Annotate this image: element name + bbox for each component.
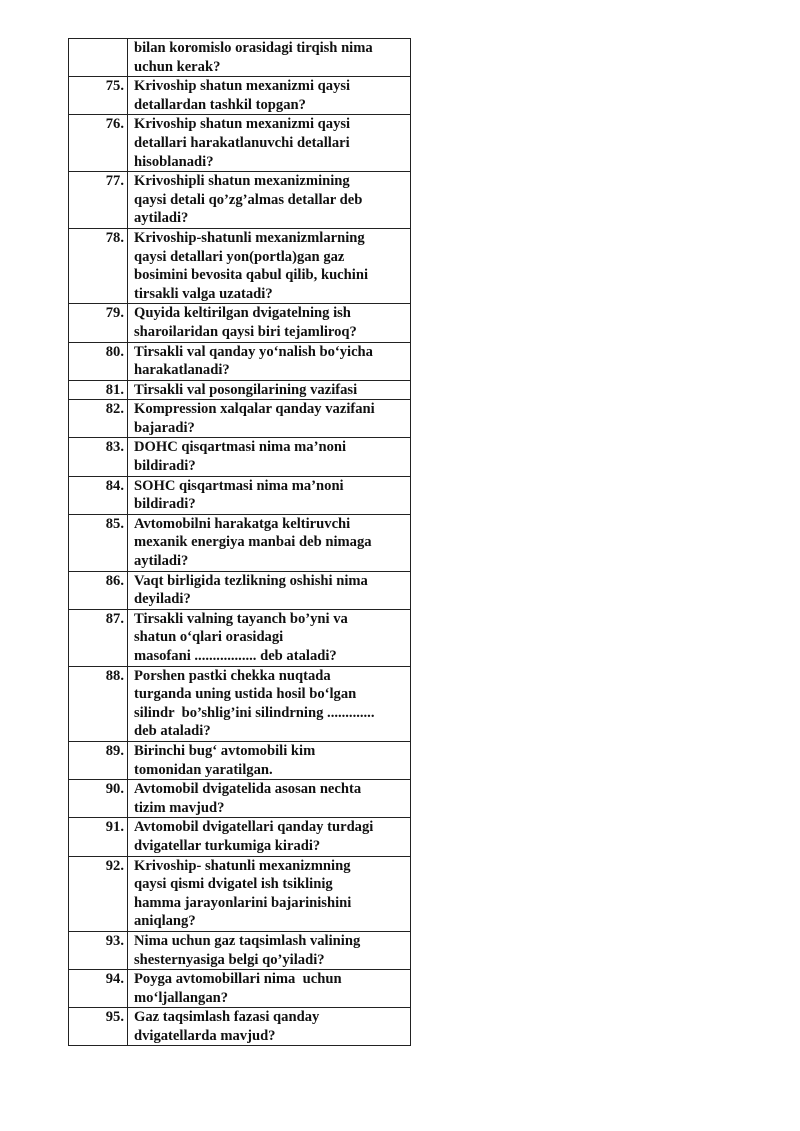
question-text-line: Krivoship-shatunli mexanizmlarning — [134, 229, 365, 246]
question-text-line: Nima uchun gaz taqsimlash valining — [134, 932, 361, 949]
question-number: 85. — [69, 514, 128, 571]
question-text-line: shesternyasiga belgi qo’yiladi? — [134, 951, 325, 968]
question-text-line: qaysi detali qo’zg’almas detallar deb — [134, 191, 363, 208]
question-text — [128, 438, 411, 476]
question-text-line: dvigatellar turkumiga kiradi? — [134, 837, 321, 854]
question-text — [128, 856, 411, 931]
question-text-line: aytiladi? — [134, 210, 189, 227]
table-row — [69, 609, 411, 666]
question-text-line: uchun kerak? — [134, 58, 221, 75]
table-row — [69, 380, 411, 400]
question-number: 92. — [69, 856, 128, 931]
question-text-line: Avtomobil dvigatelida asosan nechta — [134, 781, 362, 798]
question-number: 93. — [69, 931, 128, 969]
question-number: 78. — [69, 228, 128, 303]
question-number — [69, 39, 128, 77]
question-text-line: silindr bo’shlig’ini silindrning ............. — [134, 704, 375, 721]
table-row — [69, 666, 411, 741]
question-text-line: SOHC qisqartmasi nima ma’noni — [134, 477, 344, 494]
question-text — [128, 39, 411, 77]
question-text-line: dvigatellarda mavjud? — [134, 1027, 276, 1044]
question-text-line: tomonidan yaratilgan. — [134, 761, 273, 778]
question-number: 94. — [69, 970, 128, 1008]
table-row — [69, 741, 411, 779]
question-text-line: aniqlang? — [134, 913, 196, 930]
table-row — [69, 931, 411, 969]
question-number: 79. — [69, 304, 128, 342]
table-row — [69, 438, 411, 476]
table-row — [69, 1008, 411, 1046]
question-text-line: shatun o‘qlari orasidagi — [134, 629, 284, 646]
question-text-line: qaysi detallari yon(portla)gan gaz — [134, 248, 345, 265]
question-text-line: bildiradi? — [134, 496, 196, 513]
table-row — [69, 228, 411, 303]
questions-table — [68, 38, 411, 1046]
question-text-line: deyiladi? — [134, 591, 191, 608]
question-text — [128, 476, 411, 514]
question-text-line: bildiradi? — [134, 458, 196, 475]
question-number: 83. — [69, 438, 128, 476]
question-number: 76. — [69, 115, 128, 172]
table-row — [69, 780, 411, 818]
question-text-line: Tirsakli val qanday yo‘nalish bo‘yicha — [134, 343, 373, 360]
question-text — [128, 380, 411, 400]
question-text-line: DOHC qisqartmasi nima ma’noni — [134, 439, 347, 456]
question-text-line: Kompression xalqalar qanday vazifani — [134, 401, 375, 418]
question-text — [128, 571, 411, 609]
question-text-line: tizim mavjud? — [134, 799, 225, 816]
question-number: 90. — [69, 780, 128, 818]
question-text-line: mexanik energiya manbai deb nimaga — [134, 534, 372, 551]
table-row — [69, 514, 411, 571]
table-row — [69, 304, 411, 342]
table-row — [69, 77, 411, 115]
question-text — [128, 970, 411, 1008]
question-text-line: detallari harakatlanuvchi detallari — [134, 134, 350, 151]
question-text-line: bilan koromislo orasidagi tirqish nima — [134, 40, 373, 56]
question-text-line: Porshen pastki chekka nuqtada — [134, 667, 331, 684]
question-number: 77. — [69, 172, 128, 229]
question-text — [128, 77, 411, 115]
question-text-line: mo‘ljallangan? — [134, 989, 229, 1006]
question-text-line: qaysi qismi dvigatel ish tsiklinig — [134, 876, 333, 893]
question-number: 81. — [69, 380, 128, 400]
question-text — [128, 228, 411, 303]
question-text-line: harakatlanadi? — [134, 362, 230, 379]
question-text — [128, 780, 411, 818]
question-number: 86. — [69, 571, 128, 609]
question-text — [128, 1008, 411, 1046]
question-text-line: aytiladi? — [134, 553, 189, 570]
question-text-line: Poyga avtomobillari nima uchun — [134, 971, 342, 988]
question-text-line: tirsakli valga uzatadi? — [134, 285, 273, 302]
table-row — [69, 39, 411, 77]
question-text — [128, 931, 411, 969]
question-text-line: hamma jarayonlarini bajarinishini — [134, 894, 352, 911]
table-row — [69, 571, 411, 609]
question-text — [128, 818, 411, 856]
question-text-line: Birinchi bug‘ avtomobili kim — [134, 742, 316, 759]
question-text-line: Tirsakli val posongilarining vazifasi — [134, 381, 358, 398]
question-text — [128, 172, 411, 229]
question-text — [128, 666, 411, 741]
table-row — [69, 115, 411, 172]
question-text-line: masofani ................. deb ataladi? — [134, 648, 337, 664]
question-text — [128, 741, 411, 779]
question-text-line: bajaradi? — [134, 419, 195, 436]
question-number: 88. — [69, 666, 128, 741]
question-text-line: Krivoship shatun mexanizmi qaysi — [134, 78, 351, 95]
question-text-line: Gaz taqsimlash fazasi qanday — [134, 1009, 320, 1026]
question-text-line: Krivoship shatun mexanizmi qaysi — [134, 116, 351, 133]
question-text-line: bosimini bevosita qabul qilib, kuchini — [134, 267, 368, 284]
question-number: 95. — [69, 1008, 128, 1046]
question-text-line: turganda uning ustida hosil bo‘lgan — [134, 686, 357, 703]
question-text-line: deb ataladi? — [134, 723, 211, 740]
table-row — [69, 342, 411, 380]
question-number: 91. — [69, 818, 128, 856]
question-text — [128, 400, 411, 438]
question-text — [128, 609, 411, 666]
question-text — [128, 342, 411, 380]
question-number: 89. — [69, 741, 128, 779]
question-text — [128, 304, 411, 342]
question-number: 84. — [69, 476, 128, 514]
questions-table-body — [69, 39, 411, 1046]
question-text-line: detallardan tashkil topgan? — [134, 96, 306, 113]
question-text-line: Avtomobil dvigatellari qanday turdagi — [134, 819, 374, 836]
question-text — [128, 115, 411, 172]
table-row — [69, 856, 411, 931]
question-number: 87. — [69, 609, 128, 666]
question-text-line: Quyida keltirilgan dvigatelning ish — [134, 305, 351, 322]
question-text-line: hisoblanadi? — [134, 153, 214, 170]
question-text-line: Tirsakli valning tayanch bo’yni va — [134, 610, 348, 627]
question-text-line: Avtomobilni harakatga keltiruvchi — [134, 515, 351, 532]
question-text-line: Krivoship- shatunli mexanizmning — [134, 857, 351, 874]
question-text — [128, 514, 411, 571]
table-row — [69, 818, 411, 856]
table-row — [69, 970, 411, 1008]
table-row — [69, 400, 411, 438]
table-row — [69, 476, 411, 514]
table-row — [69, 172, 411, 229]
question-text-line: Krivoshipli shatun mexanizmining — [134, 173, 350, 190]
question-number: 75. — [69, 77, 128, 115]
question-number: 82. — [69, 400, 128, 438]
question-text-line: sharoilaridan qaysi biri tejamliroq? — [134, 323, 357, 340]
question-text-line: Vaqt birligida tezlikning oshishi nima — [134, 572, 368, 589]
question-number: 80. — [69, 342, 128, 380]
